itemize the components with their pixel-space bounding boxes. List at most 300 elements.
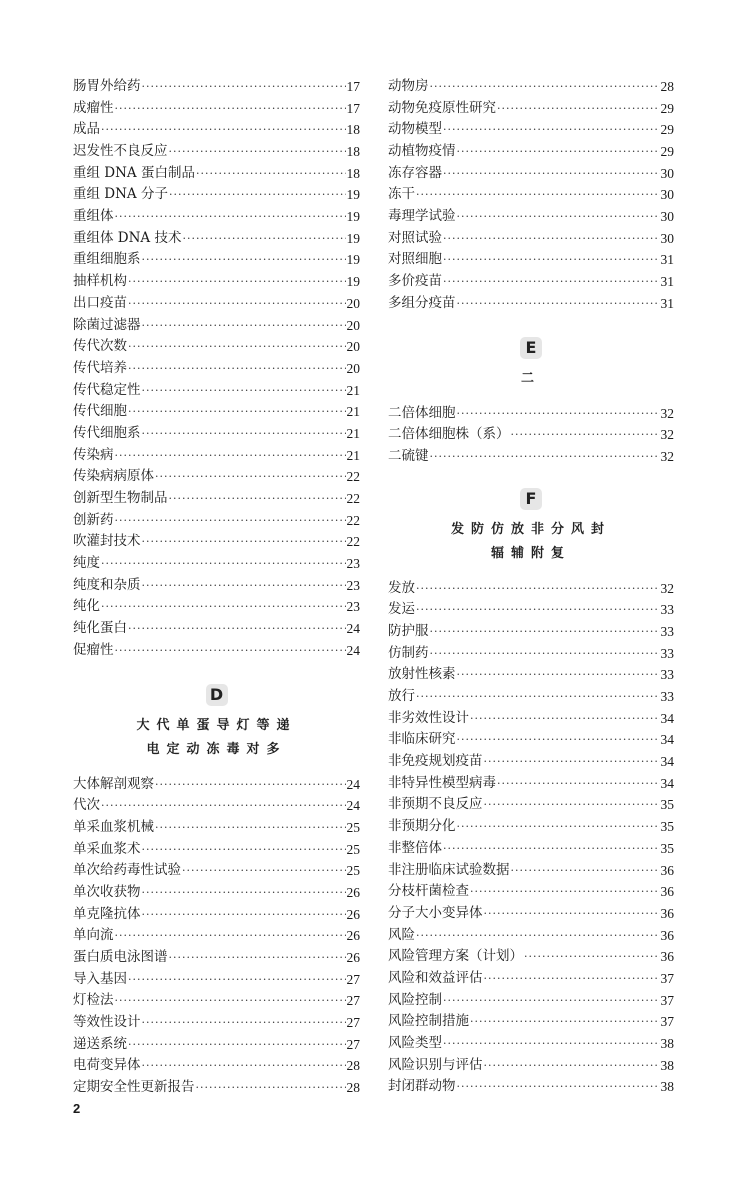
index-entry — [388, 163, 674, 185]
dot-leader — [443, 249, 660, 271]
index-term: 电荷变异体 — [73, 1057, 141, 1074]
index-page-number: 36 — [660, 884, 674, 900]
index-term: 多组分疫苗 — [388, 294, 456, 311]
dot-leader — [430, 446, 660, 468]
dot-leader — [101, 795, 346, 817]
dot-leader — [484, 1055, 660, 1077]
index-entry — [388, 925, 674, 947]
index-term: 二硫键 — [388, 447, 429, 464]
index-entry — [73, 488, 360, 510]
dot-leader — [169, 488, 346, 510]
index-term: 动物模型 — [388, 121, 442, 138]
index-page-number: 19 — [346, 252, 360, 268]
index-entry — [73, 904, 360, 926]
dot-leader — [497, 98, 660, 120]
section-chars-f-line1: 发防仿放非分风封 — [450, 521, 611, 537]
index-term: 定期安全性更新报告 — [73, 1079, 195, 1096]
index-entry — [388, 250, 674, 272]
index-entry — [73, 640, 360, 662]
dot-leader — [142, 76, 346, 98]
index-entry — [388, 729, 674, 751]
index-page-number: 37 — [660, 970, 674, 986]
dot-leader — [484, 968, 660, 990]
index-entry — [388, 946, 674, 968]
index-term: 迟发性不良反应 — [73, 143, 168, 160]
index-page-number: 22 — [346, 512, 360, 528]
index-entry — [388, 424, 674, 446]
index-entry — [73, 315, 360, 337]
index-term: 分子大小变异体 — [388, 904, 483, 921]
index-page-number: 33 — [660, 667, 674, 683]
index-entry — [73, 466, 360, 488]
index-entry — [388, 578, 674, 600]
index-term: 肠胃外给药 — [73, 77, 141, 94]
index-entry — [388, 838, 674, 860]
index-entry — [388, 816, 674, 838]
index-entry — [73, 1077, 360, 1099]
index-entry — [73, 293, 360, 315]
index-entry — [388, 751, 674, 773]
index-page-number: 25 — [346, 863, 360, 879]
index-entry — [388, 795, 674, 817]
dot-leader — [155, 466, 346, 488]
index-entry — [388, 141, 674, 163]
index-entry — [388, 446, 674, 468]
section-header-f — [388, 488, 674, 564]
section-letter-f: F — [520, 488, 542, 510]
index-page-number: 27 — [346, 993, 360, 1009]
index-term: 发运 — [388, 601, 415, 618]
index-page-number: 20 — [346, 339, 360, 355]
dot-leader — [457, 664, 660, 686]
index-term: 风险和效益评估 — [388, 969, 483, 986]
index-term: 等效性设计 — [73, 1014, 141, 1031]
index-entry — [388, 1011, 674, 1033]
index-term: 多价疫苗 — [388, 273, 442, 290]
index-page-number: 24 — [346, 621, 360, 637]
index-term: 二倍体细胞株（系） — [388, 426, 510, 443]
dot-leader — [101, 596, 346, 618]
index-entry — [73, 271, 360, 293]
index-page-number: 21 — [346, 425, 360, 441]
index-entry — [73, 553, 360, 575]
dot-leader — [115, 206, 346, 228]
index-entry — [388, 621, 674, 643]
dot-leader — [196, 1077, 346, 1099]
index-term: 吹灌封技术 — [73, 533, 141, 550]
index-entry — [73, 206, 360, 228]
index-entry — [388, 599, 674, 621]
index-entry — [73, 445, 360, 467]
index-term: 对照试验 — [388, 229, 442, 246]
index-term: 动物免疫原性研究 — [388, 99, 496, 116]
dot-leader — [169, 947, 346, 969]
dot-leader — [416, 184, 660, 206]
entry-list-c — [73, 76, 360, 662]
index-page-number: 37 — [660, 1014, 674, 1030]
index-entry — [388, 271, 674, 293]
index-page-number: 35 — [660, 840, 674, 856]
dot-leader — [142, 839, 346, 861]
dot-leader — [416, 599, 660, 621]
index-term: 单采血浆机械 — [73, 818, 154, 835]
dot-leader — [443, 228, 660, 250]
index-page-number: 25 — [346, 841, 360, 857]
index-page-number: 26 — [346, 950, 360, 966]
dot-leader — [142, 1012, 346, 1034]
index-entry — [388, 860, 674, 882]
index-page-number: 27 — [346, 971, 360, 987]
index-term: 递送系统 — [73, 1035, 127, 1052]
dot-leader — [484, 751, 660, 773]
index-term: 风险识别与评估 — [388, 1056, 483, 1073]
index-entry — [73, 575, 360, 597]
index-page-number: 24 — [346, 776, 360, 792]
index-page-number: 18 — [346, 122, 360, 138]
dot-leader — [457, 206, 660, 228]
index-term: 非整倍体 — [388, 839, 442, 856]
dot-leader — [142, 1055, 346, 1077]
index-term: 传代细胞系 — [73, 424, 141, 441]
index-entry — [73, 250, 360, 272]
dot-leader — [101, 553, 346, 575]
index-term: 代次 — [73, 797, 100, 814]
index-page-number: 38 — [660, 1057, 674, 1073]
index-term: 灯检法 — [73, 992, 114, 1009]
index-page-number: 31 — [660, 274, 674, 290]
index-entry — [73, 925, 360, 947]
dot-leader — [457, 141, 660, 163]
index-term: 对照细胞 — [388, 251, 442, 268]
index-term: 传代培养 — [73, 359, 127, 376]
index-term: 传代次数 — [73, 338, 127, 355]
dot-leader — [416, 686, 660, 708]
index-entry — [388, 686, 674, 708]
entry-list-e — [388, 403, 674, 468]
index-page-number: 31 — [660, 252, 674, 268]
dot-leader — [484, 794, 660, 816]
index-page-number: 30 — [660, 165, 674, 181]
index-page-number: 29 — [660, 122, 674, 138]
index-term: 重组 DNA 分子 — [73, 186, 168, 203]
index-entry — [388, 119, 674, 141]
dot-leader — [128, 1034, 346, 1056]
dot-leader — [524, 946, 660, 968]
index-term: 纯度 — [73, 555, 100, 572]
index-page-number: 27 — [346, 1015, 360, 1031]
index-term: 非注册临床试验数据 — [388, 861, 510, 878]
index-page-number: 27 — [346, 1036, 360, 1052]
dot-leader — [115, 990, 346, 1012]
index-page-number: 24 — [346, 642, 360, 658]
dot-leader — [142, 904, 346, 926]
dot-leader — [443, 271, 660, 293]
index-term: 传代细胞 — [73, 403, 127, 420]
dot-leader — [457, 293, 660, 315]
index-entry — [73, 358, 360, 380]
dot-leader — [457, 816, 660, 838]
right-column — [388, 76, 674, 1098]
index-term: 动物房 — [388, 77, 429, 94]
index-entry — [73, 531, 360, 553]
index-term: 大体解剖观察 — [73, 775, 154, 792]
index-entry — [73, 401, 360, 423]
index-page-number: 29 — [660, 144, 674, 160]
index-entry — [388, 98, 674, 120]
index-term: 单次收获物 — [73, 883, 141, 900]
dot-leader — [443, 119, 660, 141]
dot-leader — [128, 401, 346, 423]
index-term: 出口疫苗 — [73, 294, 127, 311]
index-entry — [73, 119, 360, 141]
section-letter-d: D — [206, 684, 228, 706]
dot-leader — [128, 293, 346, 315]
dot-leader — [457, 729, 660, 751]
index-page-number: 28 — [660, 78, 674, 94]
dot-leader — [142, 531, 346, 553]
index-entry — [388, 184, 674, 206]
dot-leader — [169, 184, 346, 206]
section-header-d — [73, 684, 360, 760]
index-term: 分枝杆菌检查 — [388, 883, 469, 900]
section-chars-e-line1: 二 — [520, 370, 541, 386]
index-term: 创新型生物制品 — [73, 490, 168, 507]
dot-leader — [128, 336, 346, 358]
index-term: 发放 — [388, 579, 415, 596]
dot-leader — [155, 774, 346, 796]
index-entry — [388, 643, 674, 665]
index-term: 非临床研究 — [388, 731, 456, 748]
index-term: 封闭群动物 — [388, 1078, 456, 1095]
dot-leader — [416, 925, 660, 947]
page-number: 2 — [73, 1101, 81, 1116]
dot-leader — [142, 380, 346, 402]
index-term: 风险控制措施 — [388, 1013, 469, 1030]
index-term: 放行 — [388, 688, 415, 705]
index-term: 单向流 — [73, 927, 114, 944]
index-entry — [388, 903, 674, 925]
index-entry — [73, 1056, 360, 1078]
index-entry — [73, 597, 360, 619]
index-page-number: 32 — [660, 427, 674, 443]
index-page-number: 23 — [346, 599, 360, 615]
index-entry — [388, 403, 674, 425]
index-page-number: 34 — [660, 732, 674, 748]
index-term: 传染病病原体 — [73, 468, 154, 485]
index-page-number: 34 — [660, 775, 674, 791]
dot-leader — [128, 618, 346, 640]
dot-leader — [457, 403, 660, 425]
index-page-number: 32 — [660, 405, 674, 421]
index-term: 毒理学试验 — [388, 208, 456, 225]
index-term: 导入基因 — [73, 970, 127, 987]
index-term: 仿制药 — [388, 644, 429, 661]
index-page-number: 19 — [346, 274, 360, 290]
index-entry — [388, 293, 674, 315]
index-entry — [73, 1034, 360, 1056]
dot-leader — [115, 510, 346, 532]
dot-leader — [155, 817, 346, 839]
index-entry — [388, 1076, 674, 1098]
index-entry — [388, 708, 674, 730]
index-entry — [73, 141, 360, 163]
section-chars-d-line2: 电定动冻毒对多 — [146, 741, 287, 757]
index-term: 非预期分化 — [388, 818, 456, 835]
index-page-number: 18 — [346, 165, 360, 181]
index-page-number: 21 — [346, 382, 360, 398]
dot-leader — [142, 423, 346, 445]
index-term: 传代稳定性 — [73, 381, 141, 398]
dot-leader — [470, 708, 660, 730]
index-page-number: 19 — [346, 187, 360, 203]
dot-leader — [142, 249, 346, 271]
dot-leader — [115, 445, 346, 467]
index-entry — [73, 969, 360, 991]
dot-leader — [416, 578, 660, 600]
entry-list-f — [388, 578, 674, 1099]
index-term: 非劣效性设计 — [388, 709, 469, 726]
index-entry — [388, 968, 674, 990]
index-term: 风险管理方案（计划） — [388, 948, 523, 965]
index-page-number: 29 — [660, 100, 674, 116]
index-page-number: 20 — [346, 295, 360, 311]
index-page-number: 23 — [346, 556, 360, 572]
index-entry — [73, 618, 360, 640]
index-page-number: 35 — [660, 819, 674, 835]
dot-leader — [115, 925, 346, 947]
dot-leader — [497, 773, 660, 795]
index-page-number: 19 — [346, 209, 360, 225]
dot-leader — [457, 1076, 660, 1098]
index-term: 成品 — [73, 121, 100, 138]
index-term: 风险控制 — [388, 991, 442, 1008]
index-page-number: 36 — [660, 905, 674, 921]
index-entry — [73, 184, 360, 206]
dot-leader — [511, 860, 660, 882]
dot-leader — [430, 621, 660, 643]
index-term: 蛋白质电泳图谱 — [73, 949, 168, 966]
index-term: 重组 DNA 蛋白制品 — [73, 164, 195, 181]
entry-list-d — [73, 774, 360, 1099]
index-page-number: 36 — [660, 949, 674, 965]
dot-leader — [142, 315, 346, 337]
index-entry — [73, 336, 360, 358]
index-page-number: 22 — [346, 534, 360, 550]
index-page-number: 34 — [660, 754, 674, 770]
index-page-number: 26 — [346, 884, 360, 900]
index-entry — [73, 817, 360, 839]
dot-leader — [115, 98, 346, 120]
dot-leader — [470, 1011, 660, 1033]
index-page-number: 38 — [660, 1079, 674, 1095]
index-entry — [73, 380, 360, 402]
index-entry — [388, 206, 674, 228]
index-page-number: 30 — [660, 230, 674, 246]
index-entry — [73, 860, 360, 882]
dot-leader — [484, 903, 660, 925]
index-term: 放射性核素 — [388, 666, 456, 683]
index-page-number: 28 — [346, 1080, 360, 1096]
index-entry — [388, 228, 674, 250]
index-page-number: 25 — [346, 819, 360, 835]
dot-leader — [115, 640, 346, 662]
index-page-number: 24 — [346, 798, 360, 814]
index-term: 防护服 — [388, 622, 429, 639]
dot-leader — [443, 163, 660, 185]
index-entry — [388, 881, 674, 903]
index-page-number: 17 — [346, 100, 360, 116]
index-page-number: 23 — [346, 577, 360, 593]
index-page-number: 32 — [660, 580, 674, 596]
index-entry — [73, 795, 360, 817]
section-chars-d-line1: 大代单蛋导灯等递 — [136, 717, 297, 733]
index-page-number: 36 — [660, 862, 674, 878]
index-term: 非预期不良反应 — [388, 796, 483, 813]
index-term: 创新药 — [73, 511, 114, 528]
index-term: 纯度和杂质 — [73, 576, 141, 593]
dot-leader — [169, 141, 346, 163]
dot-leader — [182, 228, 345, 250]
dot-leader — [128, 271, 346, 293]
index-page-number: 31 — [660, 295, 674, 311]
index-entry — [73, 774, 360, 796]
index-term: 二倍体细胞 — [388, 404, 456, 421]
index-page-number: 33 — [660, 689, 674, 705]
index-entry — [73, 76, 360, 98]
dot-leader — [430, 643, 660, 665]
index-page-number: 33 — [660, 645, 674, 661]
index-term: 非特异性模型病毒 — [388, 774, 496, 791]
index-entry — [73, 882, 360, 904]
section-chars-f-line2: 辐辅附复 — [490, 545, 571, 561]
index-term: 促瘤性 — [73, 641, 114, 658]
left-column — [73, 76, 360, 1099]
index-page-number: 18 — [346, 144, 360, 160]
index-entry — [73, 98, 360, 120]
index-page-number: 20 — [346, 360, 360, 376]
index-term: 纯化 — [73, 598, 100, 615]
dot-leader — [142, 882, 346, 904]
index-page-number: 33 — [660, 623, 674, 639]
index-page-number: 34 — [660, 710, 674, 726]
index-page-number: 19 — [346, 230, 360, 246]
index-page-number: 32 — [660, 448, 674, 464]
index-entry — [73, 839, 360, 861]
index-entry — [388, 1055, 674, 1077]
dot-leader — [142, 575, 346, 597]
index-term: 风险 — [388, 926, 415, 943]
index-entry — [388, 76, 674, 98]
index-page-number: 36 — [660, 927, 674, 943]
index-term: 风险类型 — [388, 1035, 442, 1052]
index-entry — [388, 1033, 674, 1055]
index-entry — [73, 990, 360, 1012]
section-header-e — [388, 337, 674, 389]
dot-leader — [443, 1033, 660, 1055]
index-term: 传染病 — [73, 446, 114, 463]
entry-list-d-continued — [388, 76, 674, 315]
index-entry — [73, 423, 360, 445]
dot-leader — [101, 119, 346, 141]
index-term: 纯化蛋白 — [73, 620, 127, 637]
index-page-number: 17 — [346, 78, 360, 94]
index-term: 重组细胞系 — [73, 251, 141, 268]
index-term: 重组体 DNA 技术 — [73, 229, 182, 246]
index-entry — [388, 664, 674, 686]
index-page-number: 21 — [346, 447, 360, 463]
index-term: 冻存容器 — [388, 164, 442, 181]
dot-leader — [196, 163, 346, 185]
